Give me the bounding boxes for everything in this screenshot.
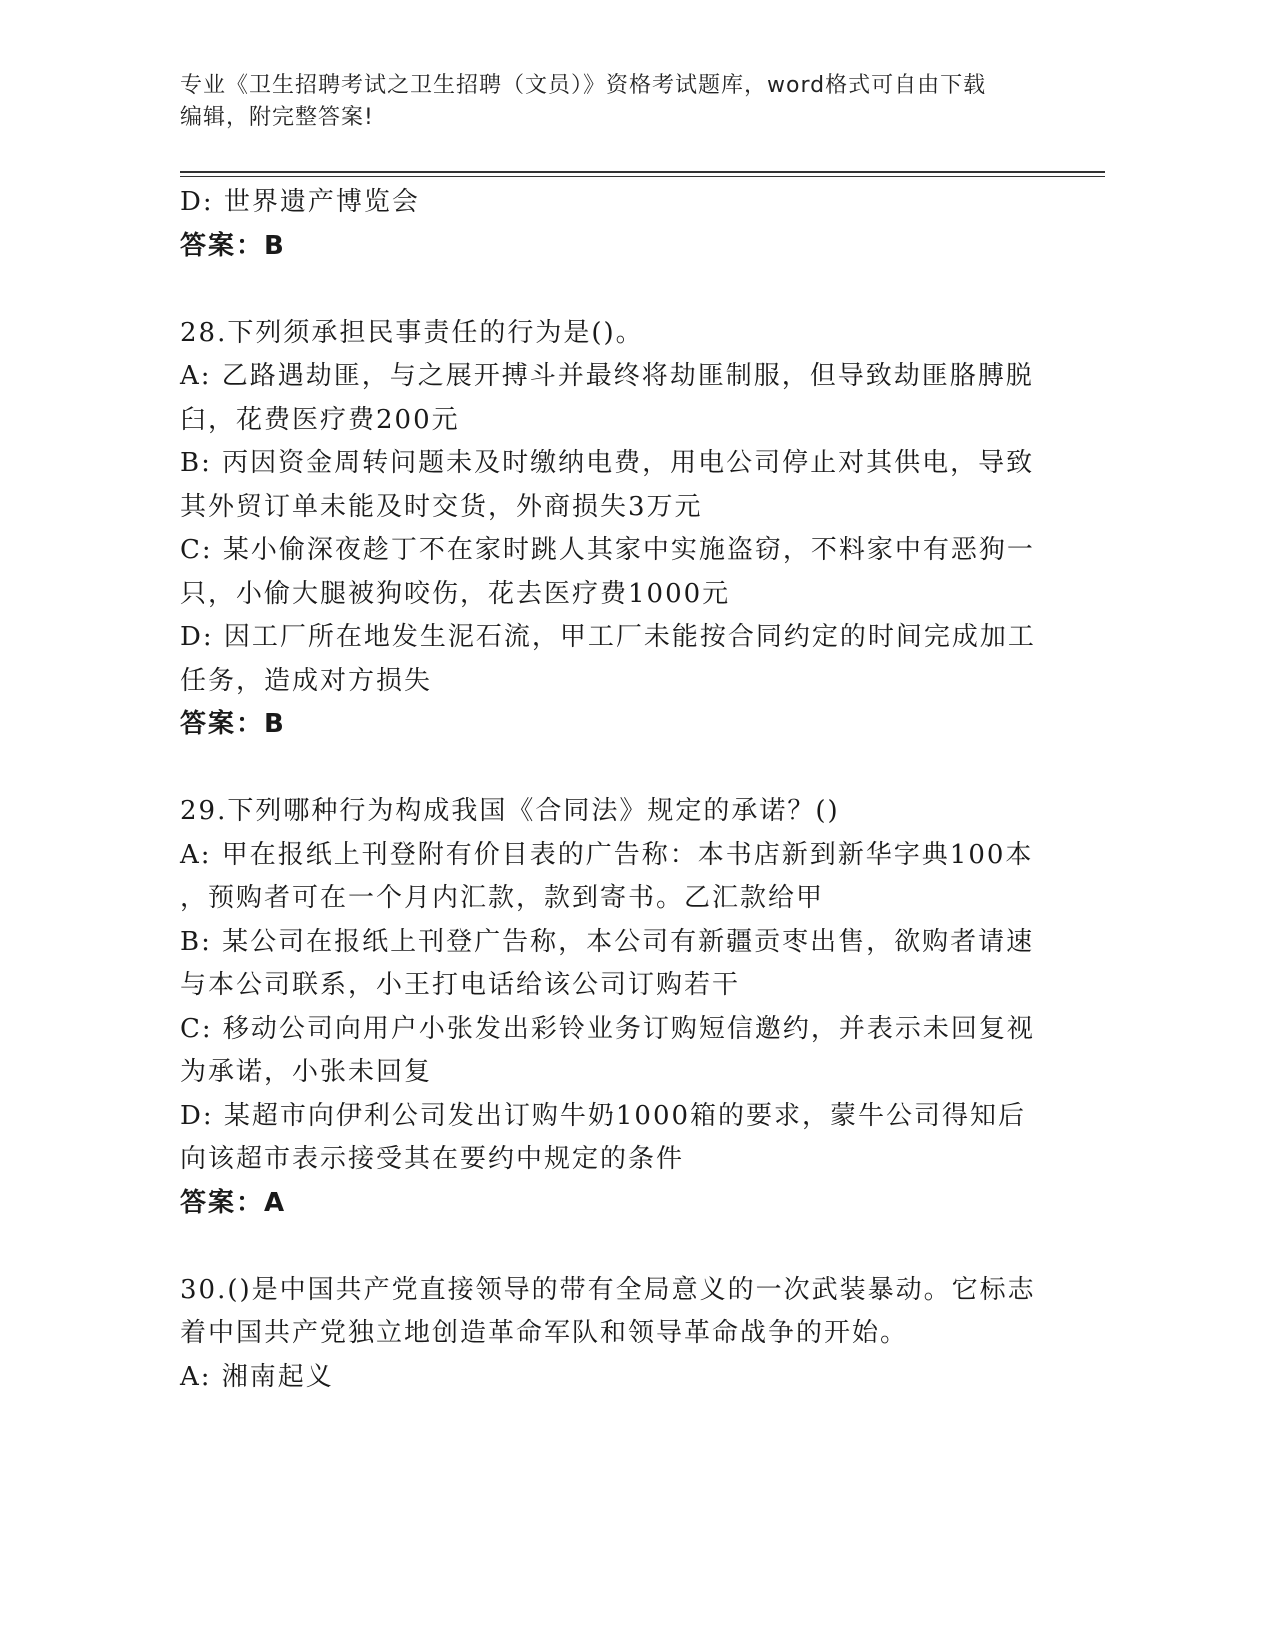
spacer: [180, 268, 1030, 312]
header-line-2: 编辑，附完整答案!: [180, 105, 374, 130]
option-a: A: 乙路遇劫匪，与之展开搏斗并最终将劫匪制服，但导致劫匪胳膊脱: [180, 361, 1034, 391]
option-c: C: 某小偷深夜趁丁不在家时跳人其家中实施盗窃，不料家中有恶狗一: [180, 535, 1035, 565]
page-header: [180, 70, 1040, 134]
question-stem: 29.下列哪种行为构成我国《合同法》规定的承诺？(): [180, 796, 840, 826]
option-d: D: 因工厂所在地发生泥石流，甲工厂未能按合同约定的时间完成加工: [180, 622, 1036, 652]
option-d: D: 世界遗产博览会: [180, 187, 420, 217]
header-rule-thick: [180, 171, 1105, 173]
option-a: A: 湘南起义: [180, 1361, 334, 1392]
option-a-cont: 臼，花费医疗费200元: [180, 404, 460, 435]
option-a: A: 甲在报纸上刊登附有价目表的广告称：本书店新到新华字典100本: [180, 839, 1034, 870]
option-d: D: 某超市向伊利公司发出订购牛奶1000箱的要求，蒙牛公司得知后: [180, 1100, 1027, 1131]
question-content: [180, 181, 1036, 1399]
header-line-1: 专业《卫生招聘考试之卫生招聘（文员）》资格考试题库，word格式可自由下载: [180, 73, 987, 98]
header-rule-thin: [180, 176, 1105, 177]
option-d-cont: 向该超市表示接受其在要约中规定的条件: [180, 1144, 685, 1174]
option-c-cont: 为承诺，小张未回复: [180, 1057, 433, 1087]
spacer: [180, 1225, 1030, 1269]
question-stem: 28.下列须承担民事责任的行为是()。: [180, 317, 644, 348]
option-a-cont: ，预购者可在一个月内汇款，款到寄书。乙汇款给甲: [180, 883, 825, 913]
option-d-cont: 任务，造成对方损失: [180, 665, 433, 696]
option-c-cont: 只，小偷大腿被狗咬伤，花去医疗费1000元: [180, 578, 731, 609]
question-30: [180, 1269, 1036, 1400]
option-b-cont: 其外贸订单未能及时交货，外商损失3万元: [180, 491, 703, 522]
answer: 答案：B: [180, 230, 286, 261]
option-b: B: 某公司在报纸上刊登广告称，本公司有新疆贡枣出售，欲购者请速: [180, 926, 1035, 957]
spacer: [180, 747, 1030, 791]
question-29: [180, 790, 1035, 1225]
option-c: C: 移动公司向用户小张发出彩铃业务订购短信邀约，并表示未回复视: [180, 1013, 1035, 1044]
option-b: B: 丙因资金周转问题未及时缴纳电费，用电公司停止对其供电，导致: [180, 448, 1035, 478]
answer: 答案：A: [180, 1187, 287, 1218]
question-stem-cont: 着中国共产党独立地创造革命军队和领导革命战争的开始。: [180, 1318, 909, 1348]
question-28: [180, 312, 1036, 747]
answer: 答案：B: [180, 709, 286, 739]
option-b-cont: 与本公司联系，小王打电话给该公司订购若干: [180, 970, 741, 1000]
question-stem: 30.()是中国共产党直接领导的带有全局意义的一次武装暴动。它标志: [180, 1274, 1036, 1305]
